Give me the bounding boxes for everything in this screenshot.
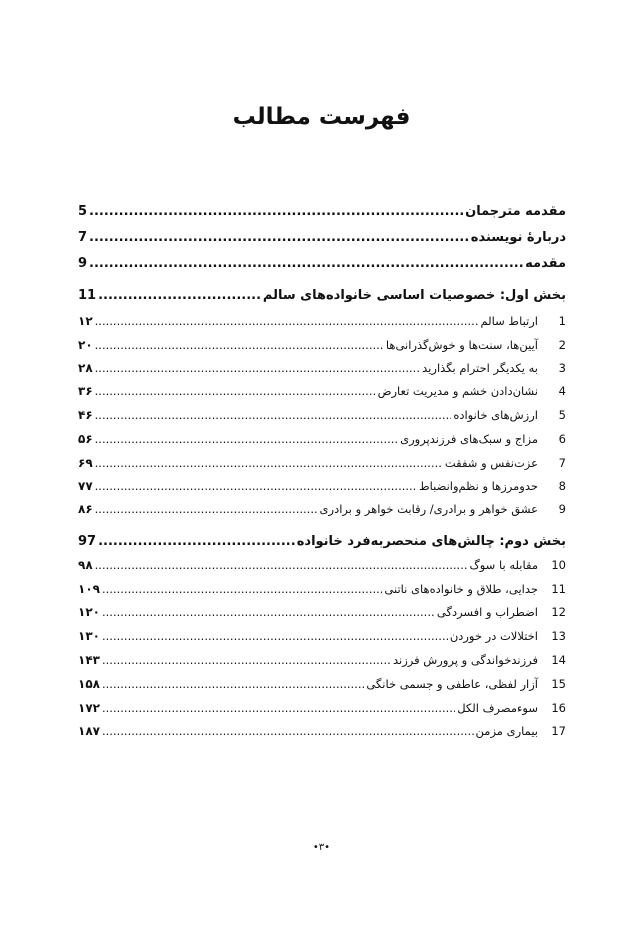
dot-leader [102,629,448,643]
part-heading-2 [78,534,566,549]
dot-leader [95,384,376,398]
chapter-entry [78,701,566,715]
toc-entry-label: مقدمه [525,256,566,271]
page-footer-number: •۳• [312,842,331,853]
chapter-page: ۱۷۲ [78,701,100,715]
dot-leader [95,479,417,493]
chapter-number: 15 [551,677,566,691]
chapter-number: 14 [551,653,566,667]
chapter-number: 17 [551,724,566,738]
chapter-number: 2 [558,338,566,352]
chapter-page: ۱۵۸ [78,677,100,691]
chapter-entry [78,408,566,422]
part-heading-label: بخش دوم: چالش‌های منحصربه‌فرد خانواده [296,534,566,549]
part-heading-page: 97 [78,534,97,549]
chapter-title: بیماری مزمن [475,724,538,738]
chapter-number: 16 [551,701,566,715]
chapter-entry [78,502,566,516]
chapter-entry [78,479,566,493]
dot-leader [95,314,479,328]
chapter-entry [78,724,566,738]
chapter-page: ۱۲۰ [78,605,100,619]
chapter-number: 10 [551,558,566,572]
chapter-number: 4 [558,384,566,398]
chapter-number: 7 [558,456,566,470]
chapter-entry [78,384,566,398]
chapter-page: ۶۹ [78,456,93,470]
dot-leader [95,502,318,516]
dot-leader [102,605,435,619]
dot-leader [95,361,421,375]
chapter-page: ۱۰۹ [78,582,100,596]
chapter-title: اختلالات در خوردن [449,629,538,643]
part-heading-label: بخش اول: خصوصیات اساسی خانواده‌های سالم [262,288,566,303]
chapter-page: ۸۶ [78,502,93,516]
chapter-number: 3 [558,361,566,375]
dot-leader [98,288,261,303]
toc-entry-page: 7 [78,230,88,245]
chapter-title: ارتباط سالم [480,314,538,328]
dot-leader [89,204,463,219]
chapter-title: عزت‌نفس و شفقت [444,456,538,470]
toc-entry-introduction [78,256,566,271]
chapter-number: 6 [558,432,566,446]
chapter-page: ۱۸۷ [78,724,100,738]
toc-entry-translators-intro [78,204,566,219]
chapter-title: جدایی، طلاق و خانواده‌های ناتنی [384,582,538,596]
toc-entry-label: مقدمه مترجمان [465,204,566,219]
chapter-entry [78,558,566,572]
chapter-title: اضطراب و افسردگی [436,605,538,619]
dot-leader [102,724,474,738]
chapter-title: مقابله با سوگ [469,558,538,572]
chapter-entry [78,605,566,619]
dot-leader [98,534,295,549]
chapter-title: سوءمصرف الکل [457,701,538,715]
chapter-entry [78,361,566,375]
toc-entry-label: دربارهٔ نویسنده [470,230,566,245]
dot-leader [95,558,468,572]
toc-entry-about-author [78,230,566,245]
chapter-title: مزاج و سبک‌های فرزندپروری [400,432,538,446]
chapter-page: ۱۳۰ [78,629,100,643]
part-heading-page: 11 [78,288,97,303]
toc-entry-page: 5 [78,204,88,219]
dot-leader [102,701,455,715]
page-title: فهرست مطالب [232,104,411,130]
chapter-title: آزار لفظی، عاطفی و جسمی خانگی [366,677,538,691]
dot-leader [102,677,364,691]
chapter-page: ۳۶ [78,384,93,398]
chapter-entry [78,629,566,643]
chapter-page: ۲۸ [78,361,93,375]
chapter-title: به یکدیگر احترام بگذارید [422,361,538,375]
chapter-page: ۴۶ [78,408,93,422]
chapter-title: عشق خواهر و برادری/ رقابت خواهر و برادری [319,502,538,516]
chapter-number: 8 [558,479,566,493]
dot-leader [102,653,391,667]
chapter-page: ۱۲ [78,314,93,328]
chapter-title: فرزندخواندگی و پرورش فرزند [392,653,538,667]
chapter-number: 13 [551,629,566,643]
chapter-page: ۷۷ [78,479,93,493]
dot-leader [102,582,382,596]
dot-leader [89,256,523,271]
chapter-title: آیین‌ها، سنت‌ها و خوش‌گذرانی‌ها [385,338,538,352]
dot-leader [95,432,398,446]
chapter-entry [78,314,566,328]
chapter-title: نشان‌دادن خشم و مدیریت تعارض [377,384,538,398]
chapter-entry [78,338,566,352]
chapter-title: حدومرزها و نظم‌وانضباط [418,479,538,493]
chapter-entry [78,677,566,691]
part-heading-1 [78,288,566,303]
chapter-number: 11 [551,582,566,596]
dot-leader [95,456,443,470]
chapter-page: ۵۶ [78,432,93,446]
dot-leader [89,230,469,245]
chapter-page: ۱۴۳ [78,653,100,667]
chapter-entry [78,456,566,470]
chapter-entry [78,432,566,446]
dot-leader [95,338,384,352]
toc-entry-page: 9 [78,256,88,271]
chapter-number: 9 [558,502,566,516]
chapter-number: 1 [558,314,566,328]
chapter-entry [78,653,566,667]
chapter-page: ۹۸ [78,558,93,572]
chapter-entry [78,582,566,596]
chapter-page: ۲۰ [78,338,93,352]
dot-leader [95,408,452,422]
chapter-number: 5 [558,408,566,422]
chapter-number: 12 [551,605,566,619]
chapter-title: ارزش‌های خانواده [453,408,538,422]
